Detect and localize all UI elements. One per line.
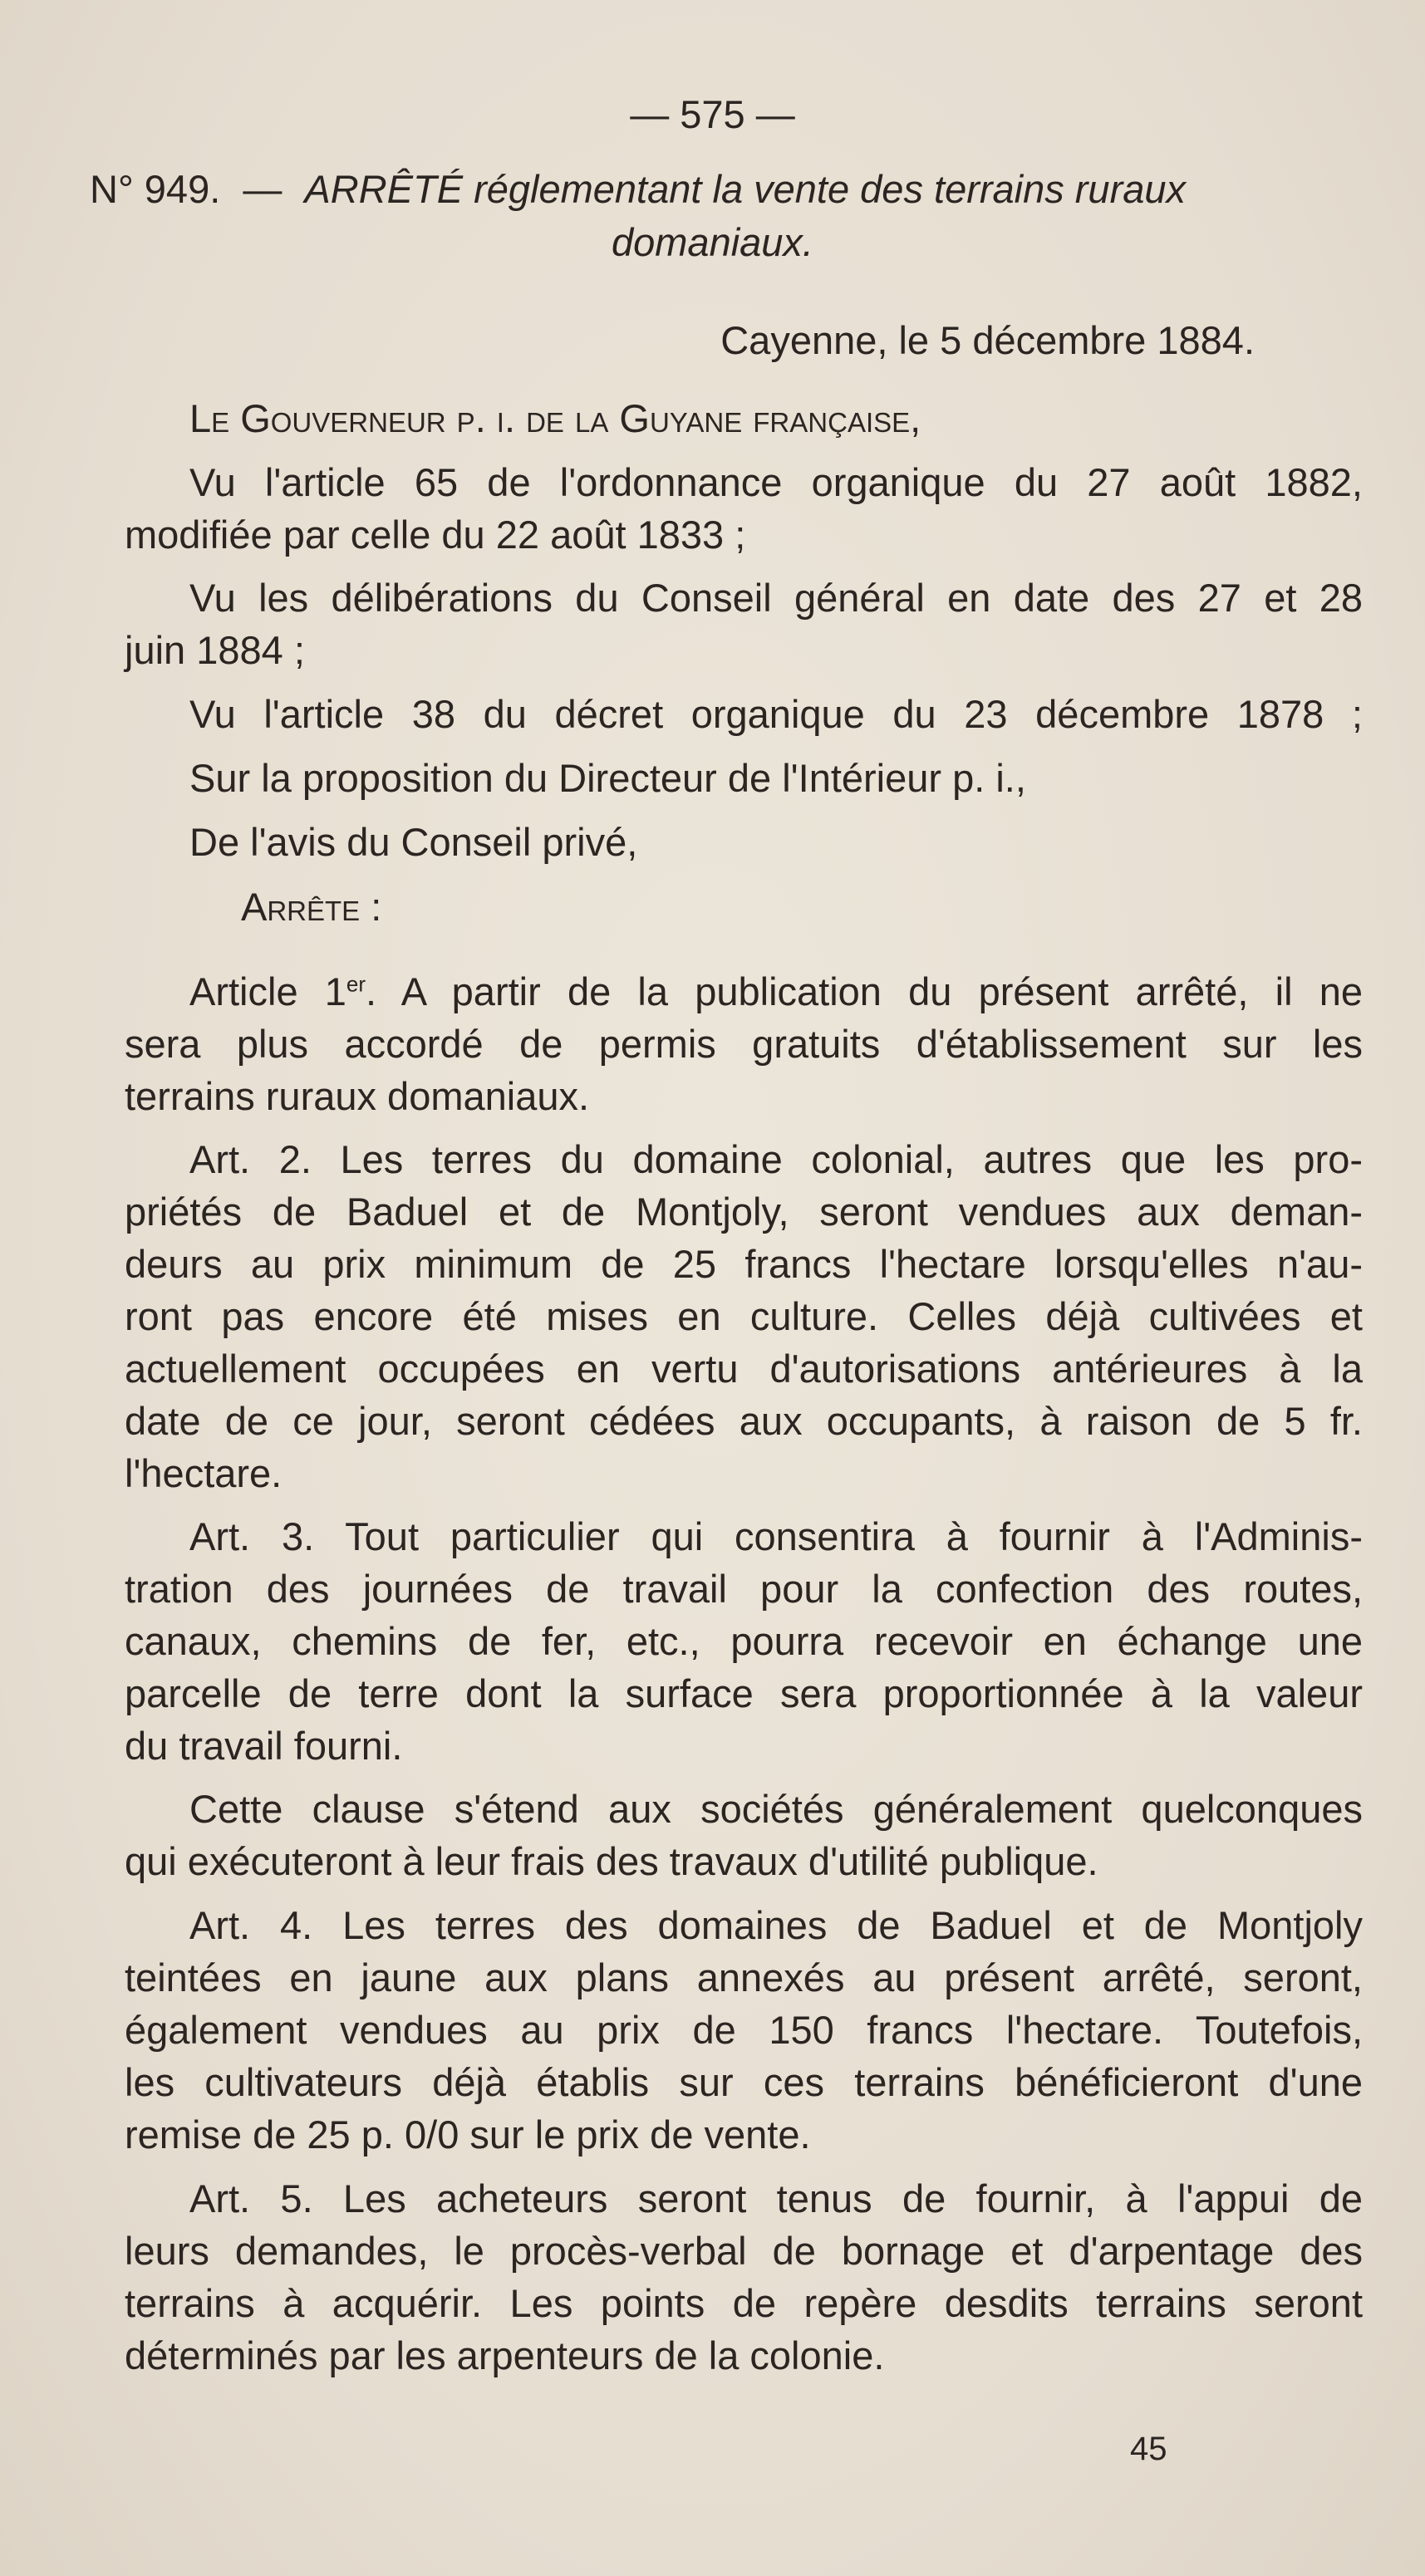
article-3-line: Art. 3. Tout particulier qui consentira à fournir à l'Adminis- <box>189 1514 1363 1558</box>
article-4-line: remise de 25 p. 0/0 sur le prix de vente. <box>125 2112 811 2156</box>
page-number: — 575 — <box>630 92 795 136</box>
article-1-line <box>189 967 1363 1017</box>
article-4-line: teintées en jaune aux plans annexés au présent arrêté, seront, <box>125 1955 1363 1999</box>
article-2-line: deurs au prix minimum de 25 francs l'hectare lorsqu'elles n'au- <box>125 1242 1363 1286</box>
visa-line: Vu l'article 65 de l'ordonnance organique du 27 août 1882, <box>189 460 1363 504</box>
article-4-line: les cultivateurs déjà établis sur ces terrains bénéficieront d'une <box>125 2060 1363 2104</box>
article-2-line: priétés de Baduel et de Montjoly, seront vendues aux deman- <box>125 1190 1363 1234</box>
article-2-line: Art. 2. Les terres du domaine colonial, autres que les pro- <box>189 1137 1363 1181</box>
arrete-heading: Arrête : <box>241 885 382 929</box>
decree-title: ARRÊTÉ réglementant la vente des terrains ruraux <box>304 167 1187 211</box>
superscript-er: er <box>346 971 366 997</box>
article-5-line: déterminés par les arpenteurs de la colonie. <box>125 2333 885 2377</box>
article-2-line: actuellement occupées en vertu d'autorisations antérieures à la <box>125 1347 1363 1391</box>
visa-line: juin 1884 ; <box>125 628 305 672</box>
proposition-line: Sur la proposition du Directeur de l'Intérieur p. i., <box>189 756 1026 800</box>
article-3-line: du travail fourni. <box>125 1724 403 1768</box>
dateline: Cayenne, le 5 décembre 1884. <box>720 318 1255 362</box>
article-5-line: leurs demandes, le procès-verbal de bornage et d'arpentage des <box>125 2229 1363 2273</box>
article-1-label: Article 1 <box>189 969 346 1013</box>
visa-line: Vu les délibérations du Conseil général en date des 27 et 28 <box>189 576 1363 620</box>
article-1-line: terrains ruraux domaniaux. <box>125 1074 590 1118</box>
decree-title-line-2: domaniaux. <box>612 220 813 264</box>
visa-line: Vu l'article 38 du décret organique du 23 décembre 1878 ; <box>189 692 1363 736</box>
clause-line: Cette clause s'étend aux sociétés généralement quelconques <box>189 1787 1363 1831</box>
article-3-line: canaux, chemins de fer, etc., pourra recevoir en échange une <box>125 1619 1363 1663</box>
visa-line: modifiée par celle du 22 août 1833 ; <box>125 513 746 557</box>
article-1-text: . A partir de la publication du présent arrêté, il ne <box>366 969 1363 1013</box>
article-1-line: sera plus accordé de permis gratuits d'établissement sur les <box>125 1022 1363 1066</box>
clause-line: qui exécuteront à leur frais des travaux d'utilité publique. <box>125 1839 1098 1883</box>
decree-number: N° 949. <box>90 167 221 211</box>
advice-line: De l'avis du Conseil privé, <box>189 820 638 864</box>
signature-mark: 45 <box>1130 2431 1167 2467</box>
article-2-line: date de ce jour, seront cédées aux occupants, à raison de 5 fr. <box>125 1399 1363 1443</box>
title-dash: — <box>243 167 283 211</box>
article-5-line: Art. 5. Les acheteurs seront tenus de fournir, à l'appui de <box>189 2176 1363 2220</box>
article-3-line: tration des journées de travail pour la confection des routes, <box>125 1567 1363 1611</box>
article-4-line: également vendues au prix de 150 francs l'hectare. Toutefois, <box>125 2008 1363 2052</box>
governor-line: Le Gouverneur p. i. de la Guyane française, <box>189 396 921 440</box>
article-2-line: ront pas encore été mises en culture. Celles déjà cultivées et <box>125 1294 1363 1338</box>
article-3-line: parcelle de terre dont la surface sera proportionnée à la valeur <box>125 1671 1363 1715</box>
article-4-line: Art. 4. Les terres des domaines de Baduel et de Montjoly <box>189 1903 1363 1947</box>
decree-title-line-1 <box>90 164 1378 214</box>
article-2-line: l'hectare. <box>125 1451 283 1495</box>
article-5-line: terrains à acquérir. Les points de repère desdits terrains seront <box>125 2281 1363 2325</box>
